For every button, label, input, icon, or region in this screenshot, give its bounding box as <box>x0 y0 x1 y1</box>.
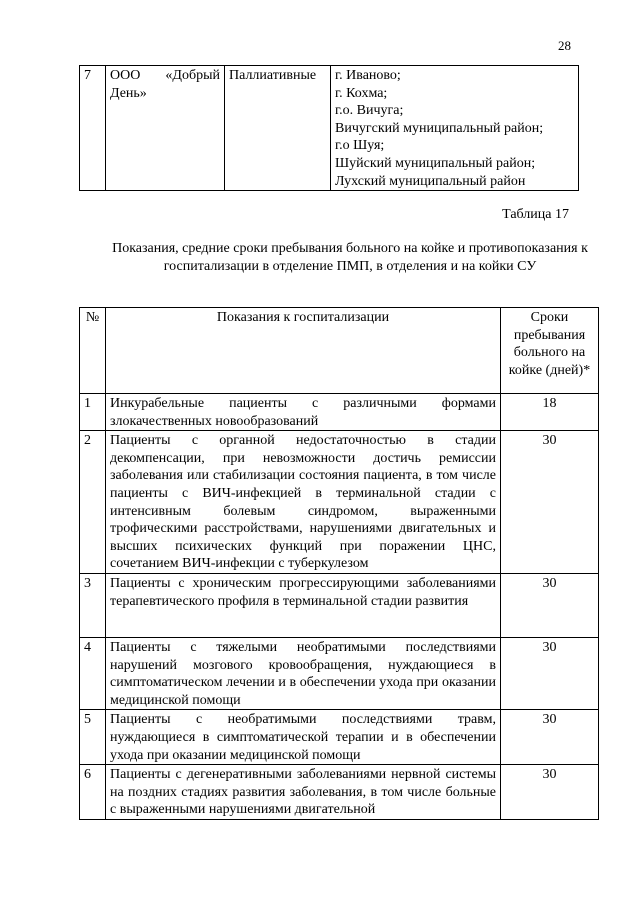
row-days: 30 <box>501 573 599 637</box>
table-row <box>80 765 599 820</box>
header-num: № <box>80 308 106 394</box>
location-item: г.о. Вичуга; <box>335 103 404 119</box>
table-row <box>80 637 599 709</box>
row-indication: Пациенты с дегенеративными заболеваниями нервной системы на поздних стадиях развития заболевания, в том числе больные с выраженными нарушениями двигательной <box>106 765 501 820</box>
row-number: 5 <box>80 710 106 765</box>
row-number: 6 <box>80 765 106 820</box>
header-duration: Сроки пребывания больного на койке (дней)* <box>501 308 599 394</box>
row-number: 7 <box>80 66 106 191</box>
location-item: г. Кохма; <box>335 85 388 101</box>
row-indication: Пациенты с хроническим прогрессирующими заболеваниями терапевтического профиля в терминальной стадии развития <box>106 573 501 637</box>
row-indication: Инкурабельные пациенты с различными формами злокачественных новообразований <box>106 394 501 431</box>
row-indication: Пациенты с органной недостаточностью в стадии декомпенсации, при невозможности достичь ремиссии заболевания или стабилизации состояния пациента, в том числе пациенты с ВИЧ-инфекцией в терминальной стадии с интенсивным болевым синдромом, выраженными трофическими расстройствами, нарушениями двигательных и высших психических функций при поражении ЦНС, сочетанием ВИЧ-инфекции с туберкулезом <box>106 431 501 574</box>
location-item: г. Иваново; <box>335 68 401 83</box>
header-row <box>80 308 599 394</box>
locations-cell <box>331 66 579 191</box>
organization-name: ООО «Добрый День» <box>106 66 225 191</box>
row-number: 4 <box>80 637 106 709</box>
hospitalization-table <box>79 307 599 820</box>
table-row <box>80 66 579 191</box>
location-item: Шуйский муниципальный район; <box>335 155 536 171</box>
table-row <box>80 710 599 765</box>
row-days: 30 <box>501 710 599 765</box>
header-indications: Показания к госпитализации <box>106 308 501 394</box>
location-item: г.о Шуя; <box>335 138 385 154</box>
location-item: Лухский муниципальный район <box>335 173 526 189</box>
table-caption: Таблица 17 <box>502 207 569 222</box>
row-days: 30 <box>501 765 599 820</box>
row-days: 18 <box>501 394 599 431</box>
row-days: 30 <box>501 637 599 709</box>
row-indication: Пациенты с необратимыми последствиями травм, нуждающиеся в симптоматической терапии и в обеспечении ухода при оказании медицинской помощи <box>106 710 501 765</box>
location-item: Вичугский муниципальный район; <box>335 120 544 136</box>
table-row <box>80 394 599 431</box>
table-row <box>80 573 599 637</box>
table-row <box>80 431 599 574</box>
organizations-table <box>79 65 579 191</box>
row-number: 2 <box>80 431 106 574</box>
row-days: 30 <box>501 431 599 574</box>
page-number: 28 <box>558 38 571 53</box>
row-number: 3 <box>80 573 106 637</box>
row-indication: Пациенты с тяжелыми необратимыми последствиями нарушений мозгового кровообращения, нуждающиеся в симптоматическом лечении и в обеспечении ухода при оказании медицинской помощи <box>106 637 501 709</box>
care-type: Паллиативные <box>225 66 331 191</box>
table-title: Показания, средние сроки пребывания больного на койке и противопоказания к госпитализации в отделение ПМП, в отделения и на койки СУ <box>112 241 588 274</box>
row-number: 1 <box>80 394 106 431</box>
